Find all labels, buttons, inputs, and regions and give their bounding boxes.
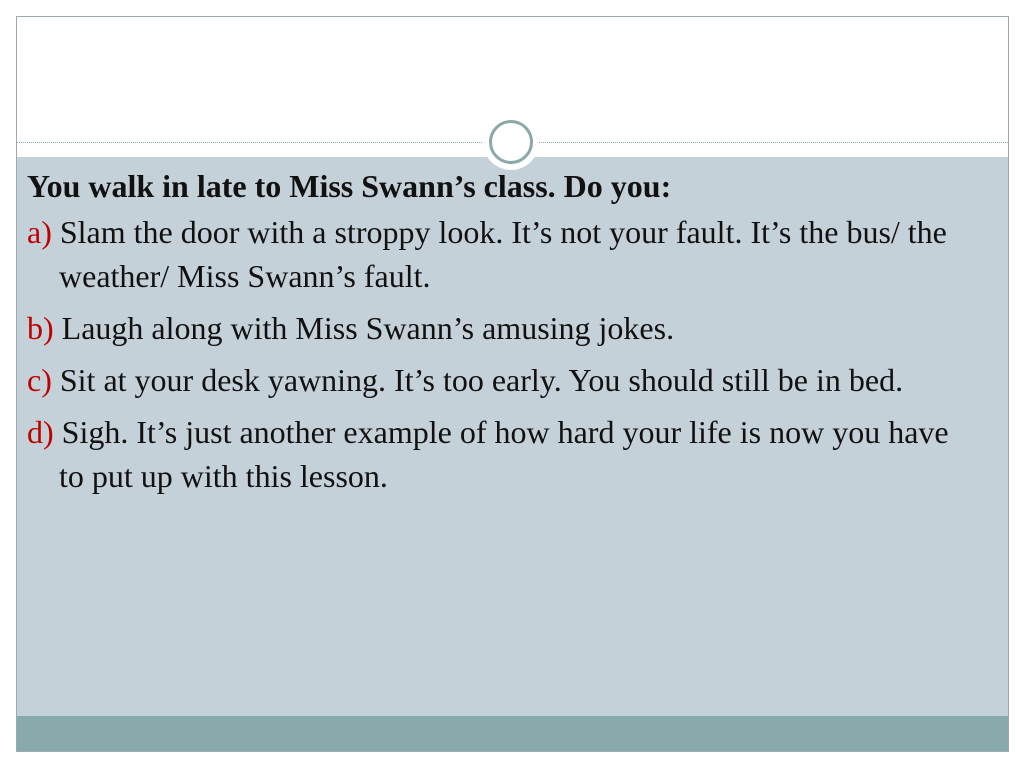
option-text: Sigh. It’s just another example of how hard your life is now you have to put up with this lesson. (59, 414, 949, 494)
ornament-ring (489, 120, 533, 164)
option-letter: a) (27, 214, 52, 250)
option-letter: b) (27, 310, 54, 346)
question-heading: You walk in late to Miss Swann’s class. Do you: (27, 168, 672, 204)
bottom-band (17, 716, 1008, 751)
option-a (27, 210, 977, 298)
option-letter: d) (27, 414, 54, 450)
option-b (27, 306, 977, 350)
slide-body (27, 164, 977, 506)
option-letter: c) (27, 362, 52, 398)
option-text: Laugh along with Miss Swann’s amusing jokes. (61, 310, 675, 346)
circle-ornament-icon (483, 114, 539, 170)
option-d (27, 410, 977, 498)
option-text: Slam the door with a stroppy look. It’s not your fault. It’s the bus/ the weather/ Miss Swann’s fault. (59, 214, 947, 294)
option-c (27, 358, 977, 402)
option-text: Sit at your desk yawning. It’s too early. You should still be in bed. (59, 362, 904, 398)
